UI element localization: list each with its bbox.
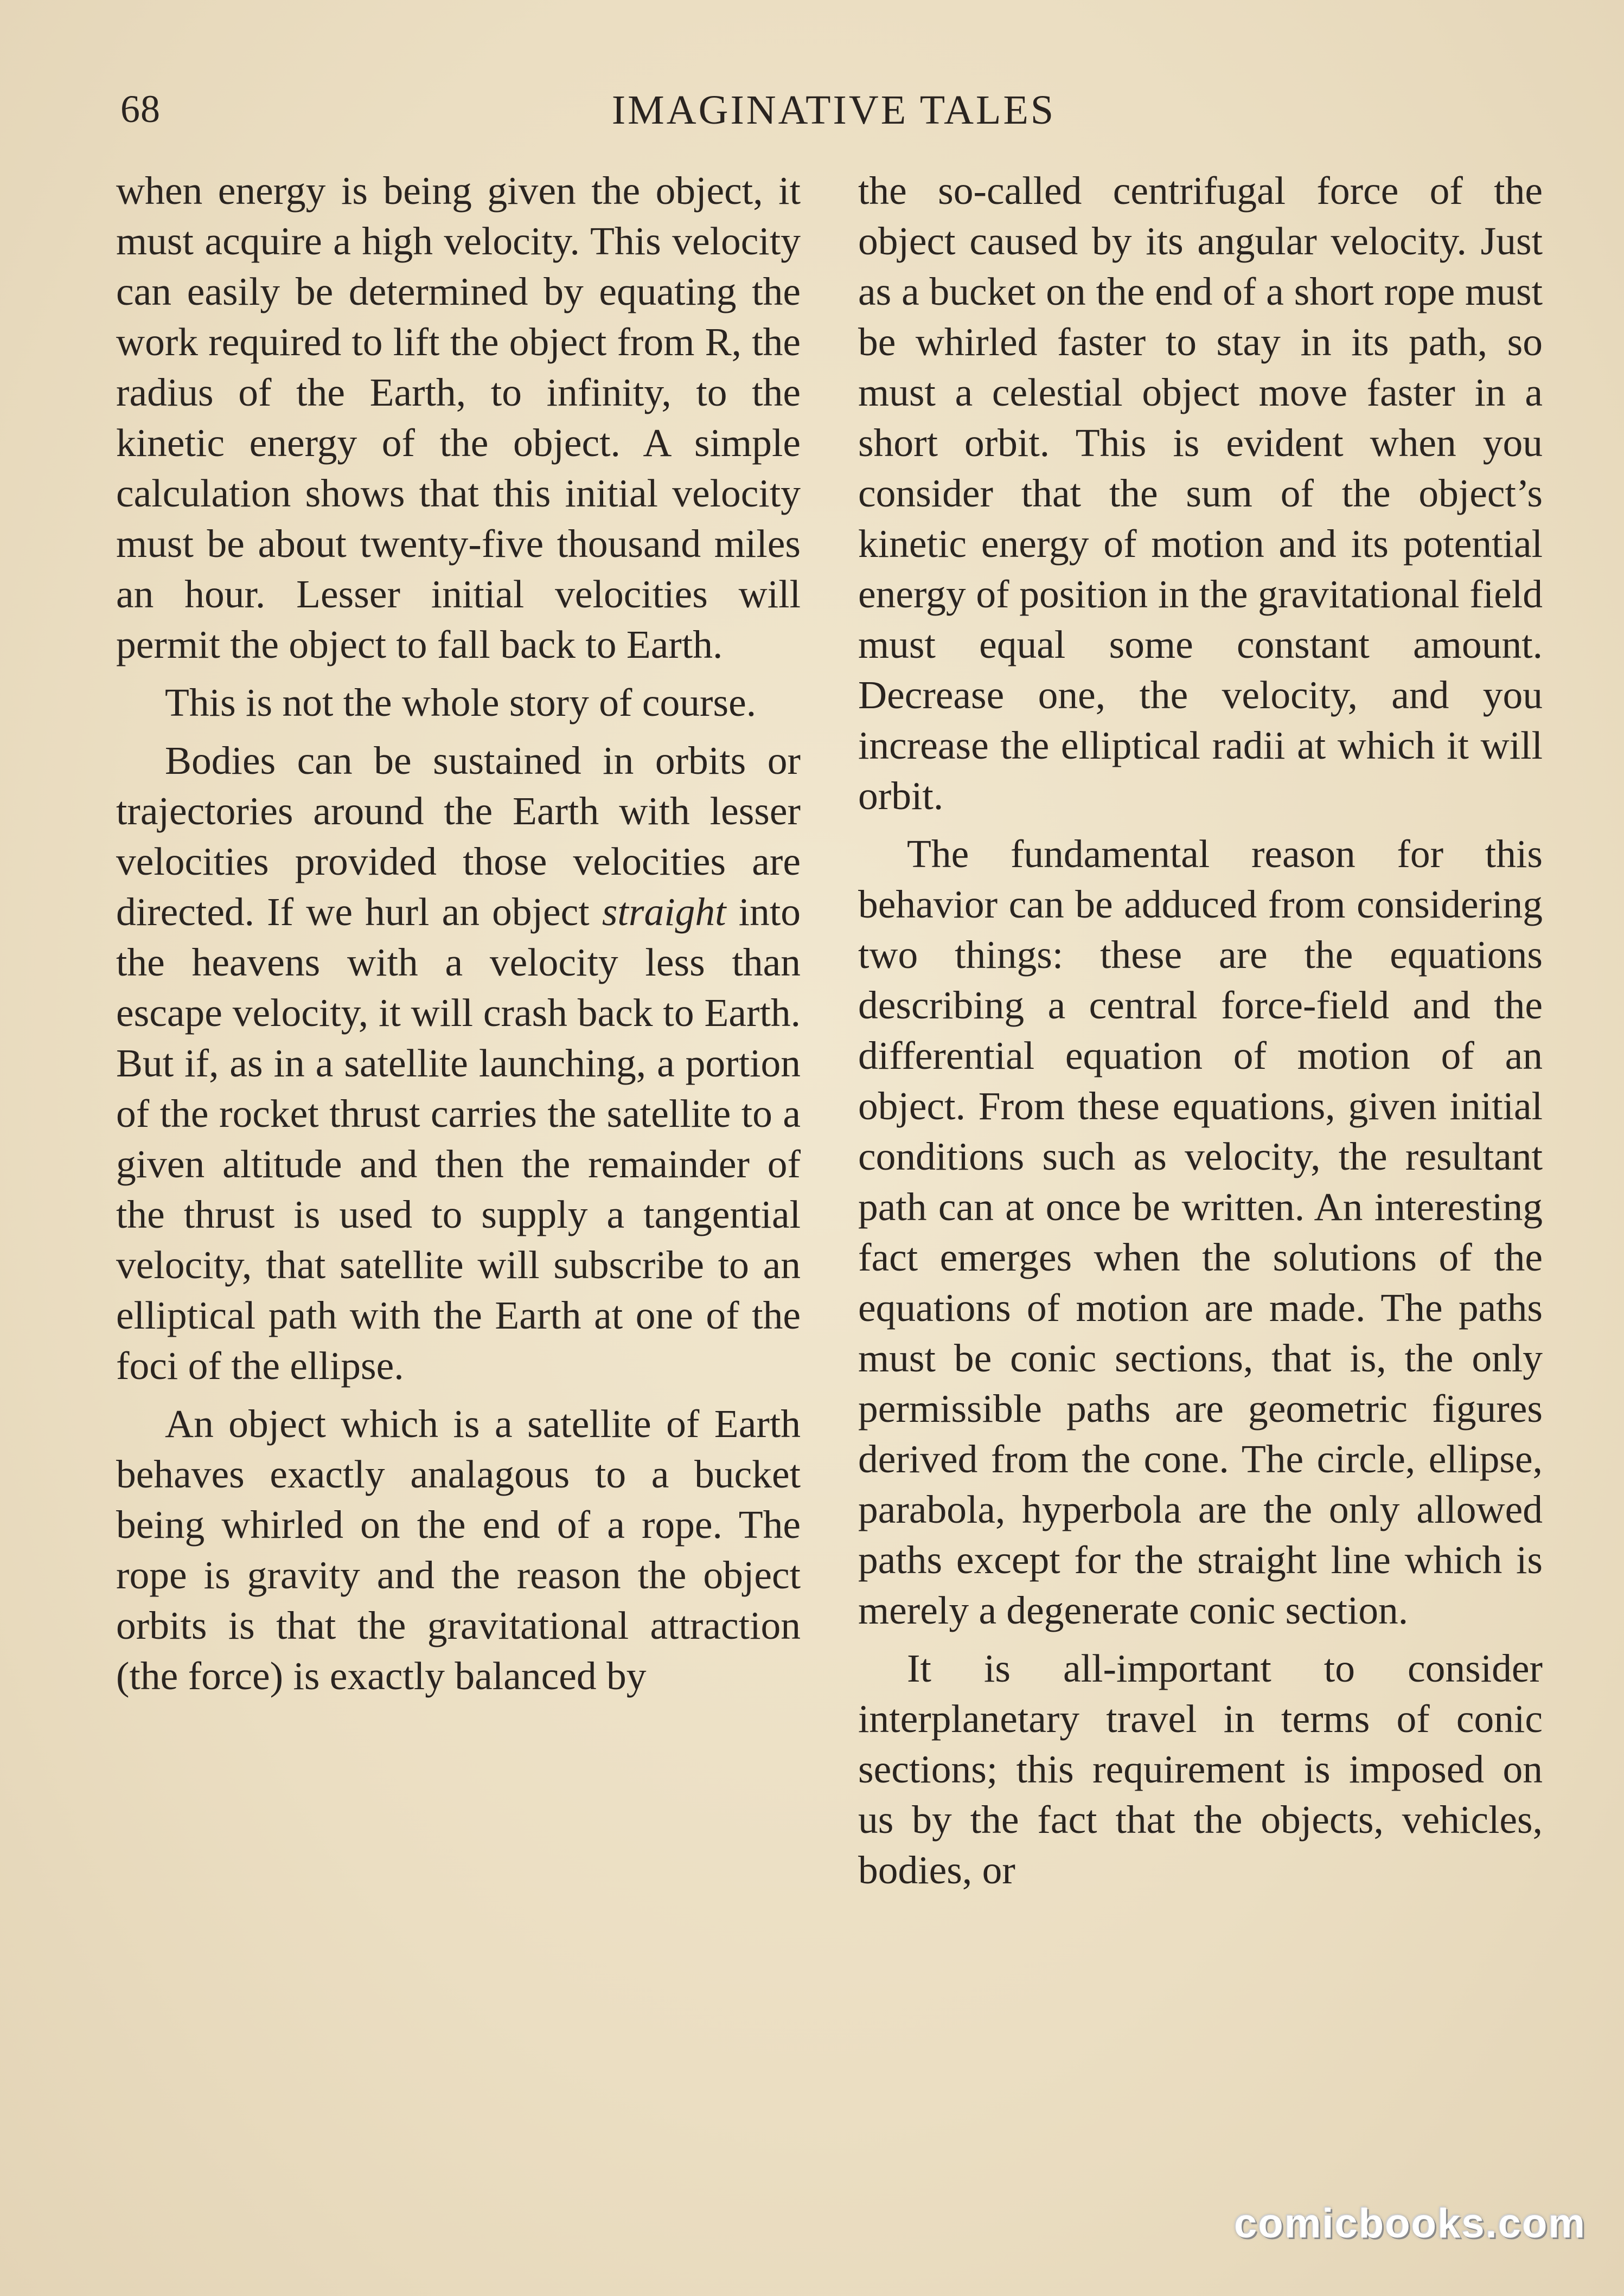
emphasized-word: straight bbox=[602, 890, 726, 934]
paragraph bbox=[116, 735, 801, 1391]
paragraph-text: Bodies can be sustained in orbits or trajectories around the Earth with lesser velocities provided those velocities are directed. If we hurl an object bbox=[116, 739, 801, 934]
watermark-logo: comicbooks.com bbox=[1234, 2201, 1586, 2247]
paragraph: It is all-important to consider interplanetary travel in terms of conic sections; this requirement is imposed on us by the fact that the objects, vehicles, bodies, or bbox=[858, 1646, 1543, 1892]
page-number: 68 bbox=[120, 87, 161, 131]
running-title: IMAGINATIVE TALES bbox=[611, 87, 1056, 133]
paragraph: This is not the whole story of course. bbox=[165, 681, 757, 724]
right-column bbox=[858, 165, 1543, 2128]
left-column bbox=[116, 165, 801, 2128]
paragraph: when energy is being given the object, it must acquire a high velocity. This velocity can easily be determined by equating the work required to lift the object from R, the radius of the Earth, to infinity, to the kinetic energy of the object. A simple calculation shows that this initial velocity must be about twenty-five thousand miles an hour. Lesser initial velocities will permit the object to fall back to Earth. bbox=[116, 169, 801, 666]
paragraph-text: into the heavens with a velocity less than escape velocity, it will crash back to Earth. But if, as in a satellite launching, a portion of the rocket thrust carries the satellite to a given altitude and then the remainder of the thrust is used to supply a tangential velocity, that satellite will subscribe to an elliptical path with the Earth at one of the foci of the ellipse. bbox=[116, 890, 801, 1388]
paragraph: An object which is a satellite of Earth behaves exactly analagous to a bucket being whirled on the end of a rope. The rope is gravity and the reason the object orbits is that the gravitational attraction (the force) is exactly balanced by bbox=[116, 1402, 801, 1698]
paragraph: The fundamental reason for this behavior can be adduced from considering two things: these are the equations describing a central force-field and the differential equation of motion of an object. From these equations, given initial conditions such as velocity, the resultant path can at once be written. An interesting fact emerges when the solutions of the equations of motion are made. The paths must be conic sections, that is, the only permissible paths are geometric figures derived from the cone. The circle, ellipse, parabola, hyperbola are the only allowed paths except for the straight line which is merely a degenerate conic section. bbox=[858, 832, 1543, 1632]
paragraph: the so-called centrifugal force of the object caused by its angular velocity. Just as a bucket on the end of a short rope must be whirled faster to stay in its path, so must a celestial object move faster in a short orbit. This is evident when you consider that the sum of the object’s kinetic energy of motion and its potential energy of position in the gravitational field must equal some constant amount. Decrease one, the velocity, and you increase the elliptical radii at which it will orbit. bbox=[858, 169, 1543, 818]
page-header bbox=[0, 81, 1624, 141]
